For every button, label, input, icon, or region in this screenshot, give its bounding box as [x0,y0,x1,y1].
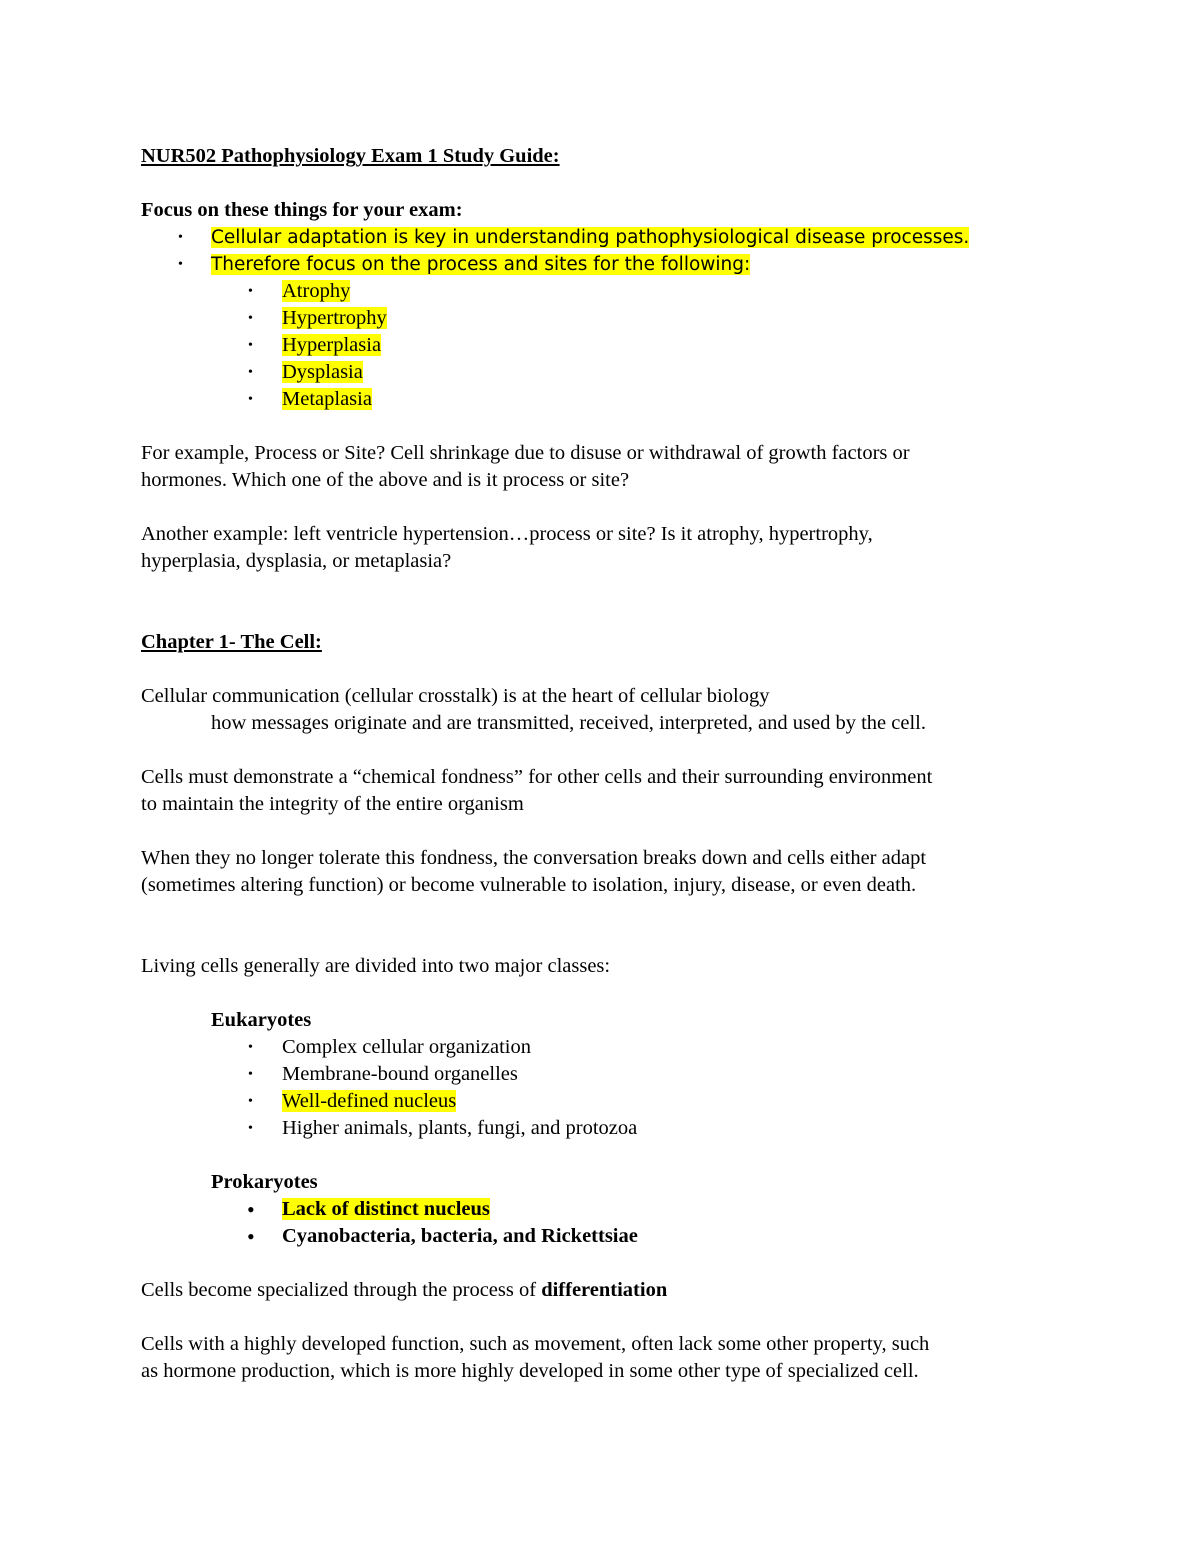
bullet-icon: • [248,338,253,353]
bullet-icon: • [247,1224,255,1249]
fondness-line-1: Cells must demonstrate a “chemical fondness” for other cells and their surrounding environment [141,766,933,788]
eukaryotes-heading: Eukaryotes [211,1009,312,1031]
bullet-icon: • [248,365,253,380]
focus-heading: Focus on these things for your exam: [141,199,463,221]
bullet-icon: • [248,1094,253,1109]
list-item: • Membrane-bound organelles [141,1061,1071,1088]
focus-list [141,224,1071,278]
list-item: • Atrophy [141,278,1071,305]
differentiation-line: Cells become specialized through the process of differentiation [141,1279,668,1301]
list-item: • Lack of distinct nucleus [247,1197,490,1222]
tolerance-line-1: When they no longer tolerate this fondness, the conversation breaks down and cells either adapt [141,847,927,869]
communication-line-2: how messages originate and are transmitted, received, interpreted, and used by the cell. [211,712,926,734]
bullet-icon: • [248,1121,253,1136]
example-one-line-2: hormones. Which one of the above and is it process or site? [141,469,630,491]
list-item: • Well-defined nucleus [141,1088,1071,1115]
bullet-icon: • [248,284,253,299]
list-item: • Hyperplasia [141,332,1071,359]
classes-line: Living cells generally are divided into two major classes: [141,955,611,977]
bullet-icon: • [247,1197,255,1222]
prokaryotes-list [141,1196,1071,1250]
bullet-icon: • [248,311,253,326]
differentiation-term: differentiation [541,1279,668,1301]
specialization-line-2: as hormone production, which is more highly developed in some other type of specialized cell. [141,1360,919,1382]
tolerance-line-2: (sometimes altering function) or become vulnerable to isolation, injury, disease, or even death. [141,874,917,896]
document-page [141,143,1071,1385]
list-item: • Metaplasia [141,386,1071,413]
list-item: • Cyanobacteria, bacteria, and Rickettsiae [247,1224,638,1249]
page-title: NUR502 Pathophysiology Exam 1 Study Guide: [141,145,560,167]
bullet-icon: • [178,230,183,245]
list-item: • Dysplasia [141,359,1071,386]
communication-line-1: Cellular communication (cellular crosstalk) is at the heart of cellular biology [141,685,770,707]
list-item: • Cellular adaptation is key in understanding pathophysiological disease processes. [141,224,1071,251]
bullet-icon: • [248,1040,253,1055]
list-item: • Complex cellular organization [141,1034,1071,1061]
chapter-heading: Chapter 1- The Cell: [141,631,322,653]
prokaryotes-heading: Prokaryotes [211,1171,318,1193]
fondness-line-2: to maintain the integrity of the entire organism [141,793,524,815]
eukaryotes-list [141,1034,1071,1142]
bullet-icon: • [178,257,183,272]
example-two-line-1: Another example: left ventricle hypertension…process or site? Is it atrophy, hypertrophy, [141,523,873,545]
list-item: • Hypertrophy [141,305,1071,332]
example-one-line-1: For example, Process or Site? Cell shrinkage due to disuse or withdrawal of growth factors or [141,442,910,464]
bullet-icon: • [248,1067,253,1082]
bullet-icon: • [248,392,253,407]
list-item: • Higher animals, plants, fungi, and protozoa [141,1115,1071,1142]
specialization-line-1: Cells with a highly developed function, such as movement, often lack some other property, such [141,1333,930,1355]
example-two-line-2: hyperplasia, dysplasia, or metaplasia? [141,550,452,572]
adaptation-list [141,278,1071,413]
list-item: • Therefore focus on the process and sites for the following: [141,251,1071,278]
